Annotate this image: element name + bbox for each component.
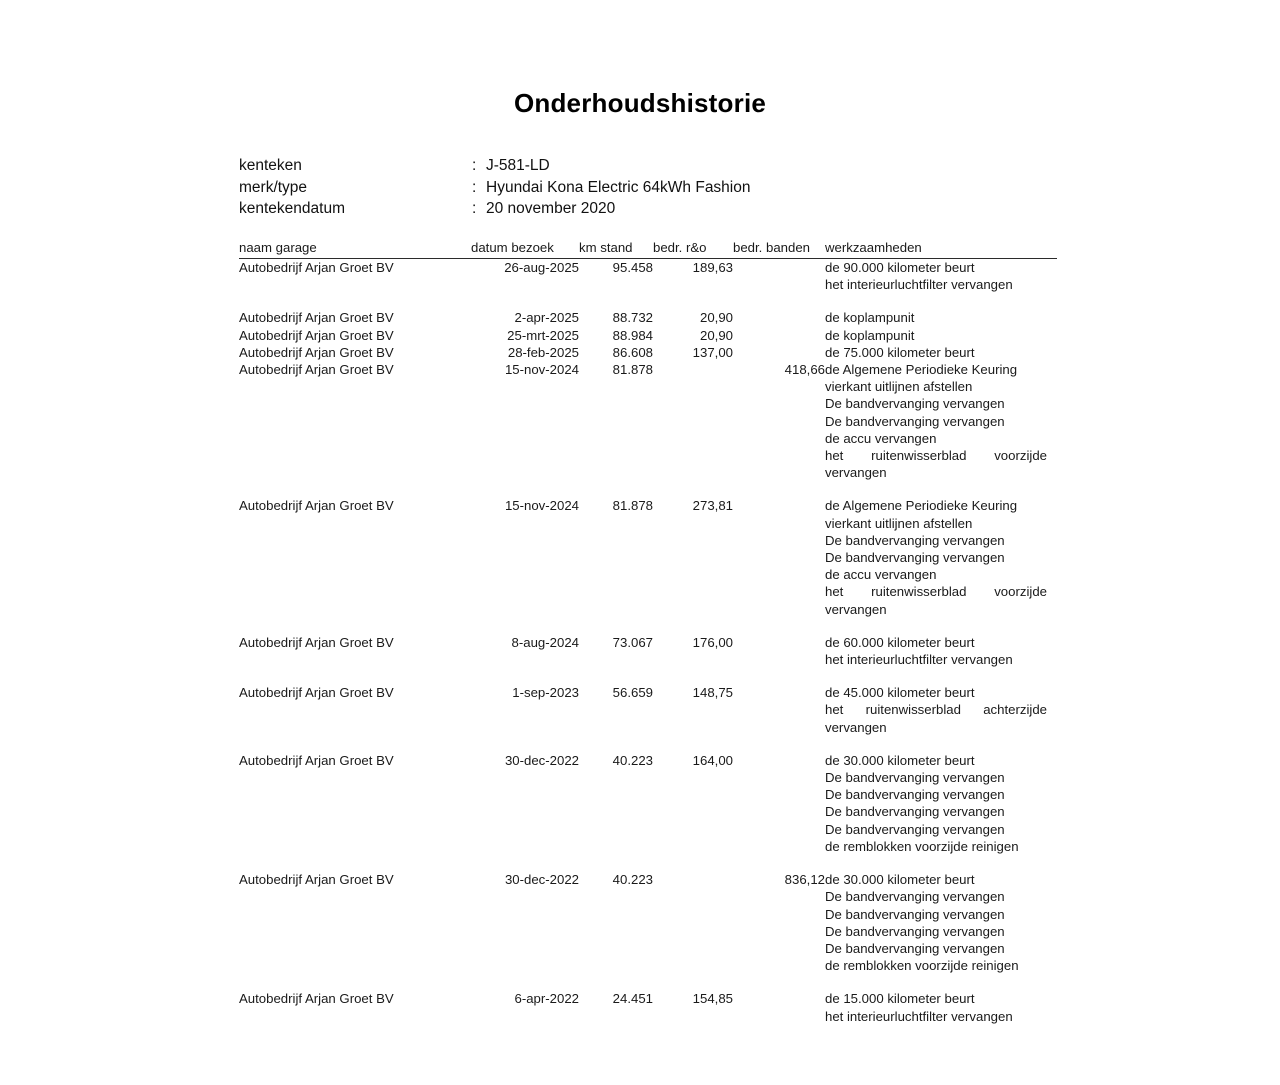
vehicle-detail-label: kentekendatum — [239, 200, 345, 217]
werkzaamheden-line: De bandvervanging vervangen — [825, 532, 1005, 548]
cell-werkzaamheden — [825, 752, 1057, 855]
werkzaamheden-line: de Algemene Periodieke Keuring — [825, 498, 1018, 514]
cell-bedrag-banden: 836,12 — [784, 872, 825, 888]
werkzaamheden-line: de remblokken voorzijde reinigen — [825, 838, 1019, 854]
table-row — [239, 634, 1057, 668]
table-row-spacer-cell — [239, 974, 1057, 990]
werkzaamheden-line: de accu vervangen — [825, 567, 937, 583]
cell-km-stand: 95.458 — [612, 260, 653, 275]
column-header-ro: bedr. r&o — [653, 240, 733, 259]
werkzaamheden-line: De bandvervanging vervangen — [825, 413, 1005, 429]
cell-km-stand: 81.878 — [612, 498, 653, 514]
table-header-row — [239, 240, 1057, 259]
werkzaamheden-line: vierkant uitlijnen afstellen — [825, 379, 973, 395]
cell-garage: Autobedrijf Arjan Groet BV — [239, 872, 394, 888]
werkzaamheden-line: de 90.000 kilometer beurt — [825, 260, 975, 275]
cell-bedrag-ro: 20,90 — [699, 310, 733, 326]
table-row — [239, 309, 1057, 326]
cell-bedrag-banden — [733, 634, 825, 668]
cell-datum: 26-aug-2025 — [504, 260, 579, 275]
cell-datum: 15-nov-2024 — [504, 362, 579, 378]
cell-km-stand: 81.878 — [612, 362, 653, 378]
vehicle-detail-value: J-581-LD — [486, 157, 550, 174]
table-row — [239, 752, 1057, 855]
table-row — [239, 990, 1057, 1024]
vehicle-detail-separator: : — [472, 200, 477, 217]
cell-datum: 30-dec-2022 — [504, 752, 579, 768]
cell-garage: Autobedrijf Arjan Groet BV — [239, 634, 394, 650]
cell-bedrag-banden — [733, 497, 825, 617]
table-row-spacer — [239, 855, 1057, 871]
table-row-spacer — [239, 736, 1057, 752]
werkzaamheden-line: de 45.000 kilometer beurt — [825, 685, 975, 701]
cell-datum: 2-apr-2025 — [514, 310, 579, 326]
table-row — [239, 327, 1057, 344]
werkzaamheden-line: vervangen — [825, 719, 887, 735]
cell-datum: 1-sep-2023 — [512, 685, 579, 701]
cell-bedrag-ro: 176,00 — [692, 634, 733, 650]
cell-bedrag-ro: 148,75 — [692, 685, 733, 701]
column-header-garage: naam garage — [239, 240, 471, 259]
vehicle-detail-row — [239, 155, 751, 177]
cell-bedrag-ro: 273,81 — [692, 498, 733, 514]
werkzaamheden-line: De bandvervanging vervangen — [825, 821, 1005, 837]
cell-werkzaamheden — [825, 344, 1057, 361]
werkzaamheden-line: De bandvervanging vervangen — [825, 787, 1005, 803]
werkzaamheden-line: de 60.000 kilometer beurt — [825, 634, 975, 650]
werkzaamheden-line: de remblokken voorzijde reinigen — [825, 958, 1019, 974]
table-row-spacer — [239, 618, 1057, 634]
table-row-spacer-cell — [239, 293, 1057, 309]
cell-bedrag-ro — [653, 361, 733, 481]
werkzaamheden-line: het interieurluchtfilter vervangen — [825, 1008, 1013, 1024]
vehicle-detail-separator: : — [472, 157, 477, 174]
vehicle-detail-row — [239, 177, 751, 199]
table-row — [239, 684, 1057, 736]
cell-werkzaamheden — [825, 259, 1057, 294]
maintenance-history-table — [239, 240, 1057, 1025]
werkzaamheden-line: De bandvervanging vervangen — [825, 396, 1005, 412]
table-row-spacer-cell — [239, 736, 1057, 752]
werkzaamheden-line: de 75.000 kilometer beurt — [825, 344, 975, 360]
table-body — [239, 259, 1057, 1025]
cell-garage: Autobedrijf Arjan Groet BV — [239, 344, 394, 360]
cell-bedrag-ro: 137,00 — [692, 344, 733, 360]
table-row-spacer-cell — [239, 855, 1057, 871]
werkzaamheden-line: vierkant uitlijnen afstellen — [825, 515, 973, 531]
cell-datum: 8-aug-2024 — [511, 634, 579, 650]
table-row-spacer — [239, 974, 1057, 990]
cell-garage: Autobedrijf Arjan Groet BV — [239, 327, 394, 343]
werkzaamheden-line: de koplampunit — [825, 327, 915, 343]
table-row — [239, 259, 1057, 294]
cell-garage: Autobedrijf Arjan Groet BV — [239, 260, 394, 275]
cell-werkzaamheden — [825, 497, 1057, 617]
werkzaamheden-line: de koplampunit — [825, 310, 915, 326]
werkzaamheden-line: het interieurluchtfilter vervangen — [825, 652, 1013, 668]
cell-bedrag-ro — [653, 871, 733, 974]
werkzaamheden-line: het ruitenwisserblad voorzijde — [825, 584, 1047, 600]
column-header-werkzaamheden: werkzaamheden — [825, 240, 1057, 259]
cell-bedrag-banden — [733, 344, 825, 361]
vehicle-detail-value: Hyundai Kona Electric 64kWh Fashion — [486, 178, 751, 196]
werkzaamheden-line: De bandvervanging vervangen — [825, 804, 1005, 820]
cell-bedrag-banden — [733, 684, 825, 736]
cell-km-stand: 24.451 — [612, 991, 653, 1007]
werkzaamheden-line: de Algemene Periodieke Keuring — [825, 362, 1018, 378]
vehicle-detail-value: 20 november 2020 — [486, 200, 616, 217]
cell-garage: Autobedrijf Arjan Groet BV — [239, 362, 394, 378]
cell-bedrag-banden — [733, 309, 825, 326]
cell-datum: 25-mrt-2025 — [507, 327, 579, 343]
werkzaamheden-line: De bandvervanging vervangen — [825, 940, 1005, 956]
table-row-spacer-cell — [239, 668, 1057, 684]
cell-datum: 6-apr-2022 — [514, 991, 579, 1007]
cell-bedrag-ro: 189,63 — [692, 260, 733, 275]
werkzaamheden-line: De bandvervanging vervangen — [825, 550, 1005, 566]
column-header-datum: datum bezoek — [471, 240, 579, 259]
werkzaamheden-line: de 30.000 kilometer beurt — [825, 872, 975, 888]
column-header-km: km stand — [579, 240, 653, 259]
cell-km-stand: 40.223 — [612, 872, 653, 888]
werkzaamheden-line: vervangen — [825, 601, 887, 617]
cell-datum: 30-dec-2022 — [504, 872, 579, 888]
page-title: Onderhoudshistorie — [513, 88, 767, 118]
cell-bedrag-banden — [733, 990, 825, 1024]
werkzaamheden-line: het interieurluchtfilter vervangen — [825, 277, 1013, 293]
cell-bedrag-banden — [733, 752, 825, 855]
cell-bedrag-banden — [733, 327, 825, 344]
vehicle-detail-separator: : — [472, 178, 477, 196]
cell-werkzaamheden — [825, 327, 1057, 344]
cell-garage: Autobedrijf Arjan Groet BV — [239, 498, 394, 514]
werkzaamheden-line: De bandvervanging vervangen — [825, 889, 1005, 905]
table-row — [239, 361, 1057, 481]
table-row-spacer — [239, 293, 1057, 309]
table-row — [239, 344, 1057, 361]
cell-km-stand: 88.732 — [612, 310, 653, 326]
cell-bedrag-ro: 164,00 — [692, 752, 733, 768]
cell-werkzaamheden — [825, 361, 1057, 481]
vehicle-detail-label: merk/type — [239, 178, 308, 196]
werkzaamheden-line: vervangen — [825, 465, 887, 481]
cell-datum: 28-feb-2025 — [507, 344, 579, 360]
werkzaamheden-line: het ruitenwisserblad achterzijde — [825, 702, 1047, 718]
cell-garage: Autobedrijf Arjan Groet BV — [239, 752, 394, 768]
cell-werkzaamheden — [825, 634, 1057, 668]
werkzaamheden-line: De bandvervanging vervangen — [825, 923, 1005, 939]
werkzaamheden-line: De bandvervanging vervangen — [825, 770, 1005, 786]
cell-datum: 15-nov-2024 — [504, 498, 579, 514]
vehicle-detail-label: kenteken — [239, 157, 302, 174]
cell-werkzaamheden — [825, 990, 1057, 1024]
cell-werkzaamheden — [825, 309, 1057, 326]
cell-bedrag-banden: 418,66 — [784, 362, 825, 378]
cell-garage: Autobedrijf Arjan Groet BV — [239, 685, 394, 701]
table-row-spacer — [239, 481, 1057, 497]
vehicle-details — [239, 155, 751, 220]
cell-bedrag-ro: 20,90 — [699, 327, 733, 343]
werkzaamheden-line: De bandvervanging vervangen — [825, 906, 1005, 922]
cell-werkzaamheden — [825, 871, 1057, 974]
table-row-spacer-cell — [239, 618, 1057, 634]
cell-bedrag-ro: 154,85 — [692, 991, 733, 1007]
cell-garage: Autobedrijf Arjan Groet BV — [239, 310, 394, 326]
cell-km-stand: 86.608 — [612, 344, 653, 360]
column-header-banden: bedr. banden — [733, 240, 825, 259]
cell-km-stand: 40.223 — [612, 752, 653, 768]
table-row-spacer — [239, 668, 1057, 684]
table-row-spacer-cell — [239, 481, 1057, 497]
cell-km-stand: 88.984 — [612, 327, 653, 343]
werkzaamheden-line: het ruitenwisserblad voorzijde — [825, 448, 1047, 464]
cell-km-stand: 73.067 — [612, 634, 653, 650]
table-row — [239, 497, 1057, 617]
vehicle-detail-row — [239, 198, 751, 220]
werkzaamheden-line: de accu vervangen — [825, 430, 937, 446]
cell-garage: Autobedrijf Arjan Groet BV — [239, 991, 394, 1007]
werkzaamheden-line: de 30.000 kilometer beurt — [825, 752, 975, 768]
table-row — [239, 871, 1057, 974]
cell-km-stand: 56.659 — [612, 685, 653, 701]
cell-bedrag-banden — [733, 259, 825, 294]
cell-werkzaamheden — [825, 684, 1057, 736]
table-header — [239, 240, 1057, 259]
werkzaamheden-line: de 15.000 kilometer beurt — [825, 991, 975, 1007]
